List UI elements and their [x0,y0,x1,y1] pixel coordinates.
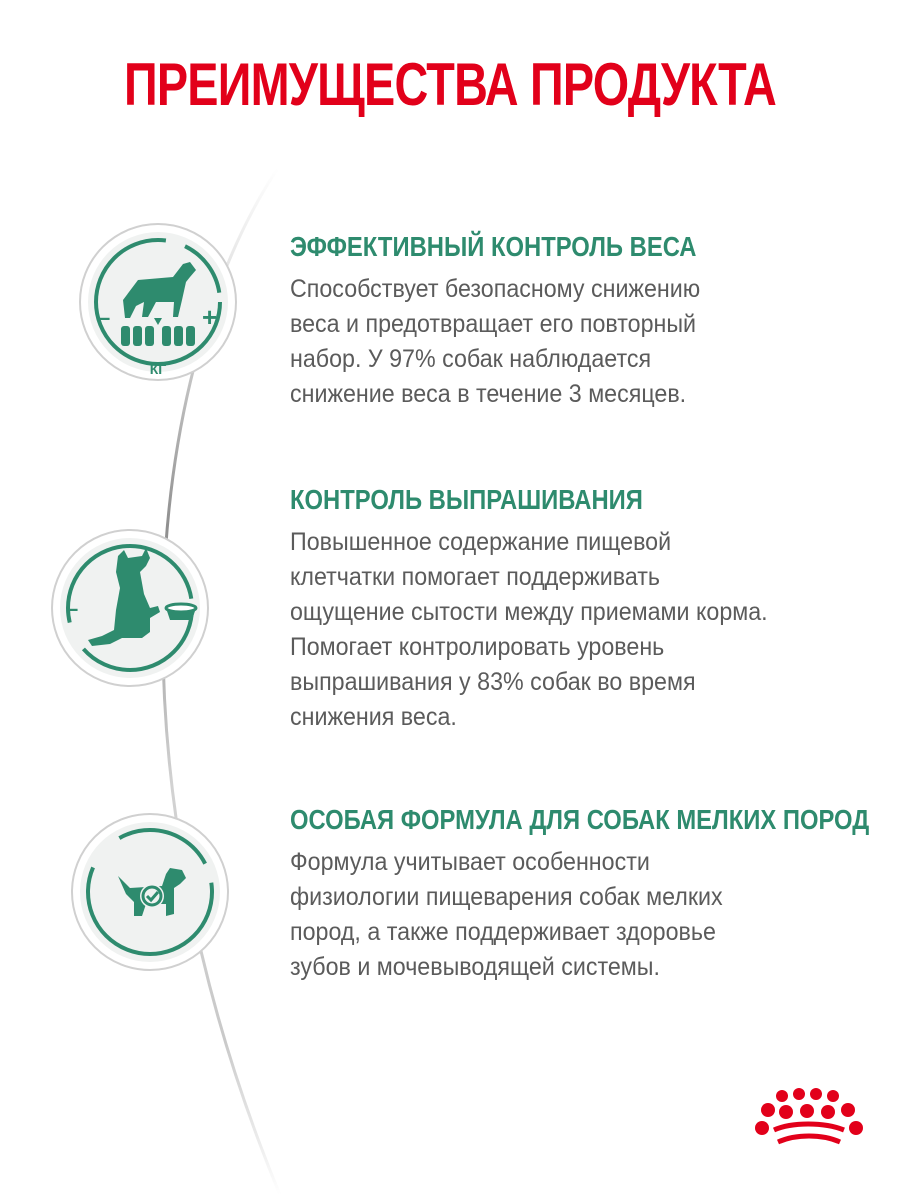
description-line: физиологии пищеварения собак мелких [290,883,723,911]
begging-dog-bowl-icon [50,528,210,688]
feature-description [290,272,820,412]
feature-small-breed-formula [290,803,870,985]
crown-logo-icon [752,1088,872,1163]
plus-label: + [202,302,218,332]
feature-heading: ОСОБАЯ ФОРМУЛА ДЛЯ СОБАК МЕЛКИХ ПОРОД [290,804,870,835]
description-line: Формула учитывает особенности [290,848,650,876]
kg-label: КГ [149,361,167,377]
description-line: пород, а также поддерживает здоровье [290,918,716,946]
page-title: ПРЕИМУЩЕСТВА ПРОДУКТА [123,51,777,118]
minus-label: – [98,305,111,330]
feature-begging-control [290,483,860,735]
feature-weight-control [290,230,860,412]
description-line: Способствует безопасному снижению [290,275,701,303]
description-line: клетчатки помогает поддерживать [290,563,661,591]
description-line: набор. У 97% собак наблюдается [290,345,652,373]
feature-description [290,845,820,985]
minus-label: – [66,596,79,621]
description-line: Помогает контролировать уровень [290,633,665,661]
description-line: веса и предотвращает его повторный [290,310,697,338]
feature-heading: КОНТРОЛЬ ВЫПРАШИВАНИЯ [290,484,643,515]
feature-heading: ЭФФЕКТИВНЫЙ КОНТРОЛЬ ВЕСА [290,231,697,262]
feature-description [290,525,820,735]
description-line: Повышенное содержание пищевой [290,528,672,556]
description-line: снижение веса в течение 3 месяцев. [290,380,687,408]
description-line: выпрашивания у 83% собак во время [290,668,696,696]
small-dog-check-icon [70,812,230,972]
description-line: снижения веса. [290,703,457,731]
description-line: зубов и мочевыводящей системы. [290,953,660,981]
description-line: ощущение сытости между приемами корма. [290,598,768,626]
dog-on-scale-icon [78,222,238,382]
